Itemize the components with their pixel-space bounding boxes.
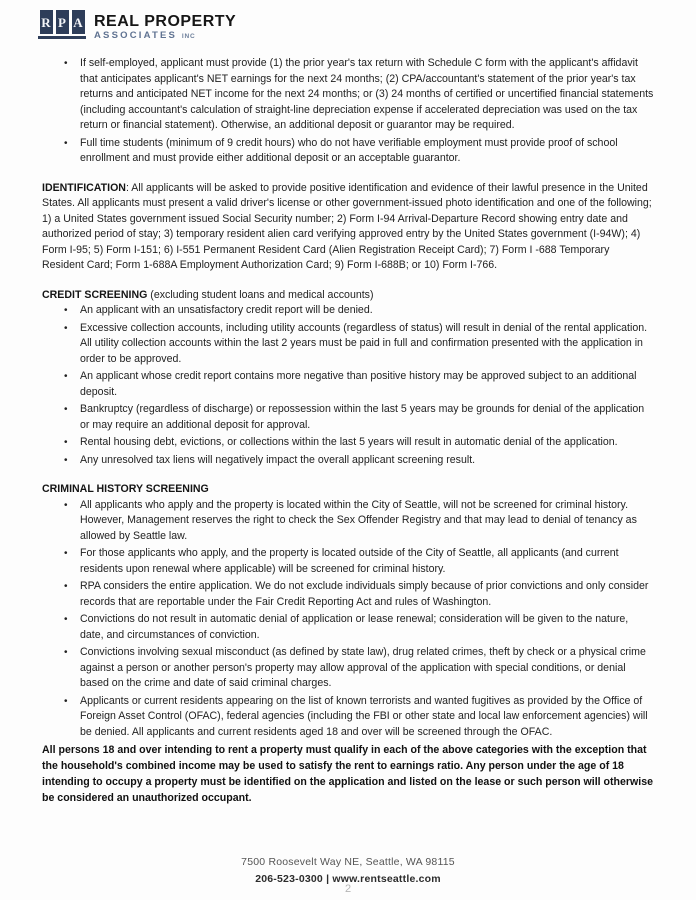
company-name: REAL PROPERTY <box>94 13 237 30</box>
page-number: 2 <box>344 883 352 895</box>
company-subname-suffix: INC <box>181 33 196 40</box>
credit-screening-heading-line <box>42 288 654 304</box>
qualification-closing-paragraph: All persons 18 and over intending to rent a property must qualify in each of the above categories with the exception that the household's combined income may be used to satisfy the rent to earnings ratio. Any person under the age of 18 intending to occupy a property must be identified on the application and listed on the lease or such person will otherwise be considered an unauthorized occupant. <box>42 744 653 804</box>
header <box>0 0 696 42</box>
criminal-history-list <box>42 498 654 741</box>
identification-section <box>42 181 654 274</box>
footer-address: 7500 Roosevelt Way NE, Seattle, WA 98115 <box>241 856 455 868</box>
document-content <box>0 42 696 806</box>
list-item: • All applicants who apply and the property is located within the City of Seattle, will not be screened for criminal history. However, Management reserves the right to check the Sex Offender Registry and that may lead to denial of tenancy as allowed by Seattle law. <box>64 498 654 545</box>
list-item: • Bankruptcy (regardless of discharge) or repossession within the last 5 years may be grounds for denial of the application or may require an additional deposit for approval. <box>64 402 654 433</box>
footer-contact: 206-523-0300 | www.rentseattle.com <box>255 873 441 885</box>
credit-screening-heading: CREDIT SCREENING <box>42 288 148 301</box>
credit-screening-heading-note: (excluding student loans and medical accounts) <box>147 288 374 301</box>
rpa-logo-letter-a: A <box>72 10 85 34</box>
rpa-logo-bars <box>38 10 86 34</box>
company-subname-text: ASSOCIATES <box>94 30 178 41</box>
identification-paragraph <box>42 181 654 274</box>
rpa-logo-letter-p: P <box>56 10 69 34</box>
credit-screening-section <box>42 288 654 469</box>
credit-screening-list <box>42 303 654 468</box>
list-item: • Applicants or current residents appearing on the list of known terrorists and wanted fugitives as provided by the Office of Foreign Asset Control (OFAC), federal agencies (including the FBI or other state and local law enforcement agencies) will be denied. All applicants and current residents aged 18 and over will be screened through the OFAC. <box>64 694 654 741</box>
rpa-logo-baseline <box>38 36 86 39</box>
rpa-logo-letter-r: R <box>40 10 53 34</box>
identification-body: : All applicants will be asked to provide positive identification and evidence of their lawful presence in the United States. All applicants must present a valid driver's license or other government-issued photo identification and one of the following; 1) a United States government issued Social Security number; 2) Form I-94 Arrival-Departure Record showing entry date and authorized period of stay; 3) temporary resident alien card verifying approved entry by the United States government (I-94W); 4) Form I-95; 5) Form I-151; 6) I-551 Permanent Resident Card (Alien Registration Receipt Card); 7) Form I -688 Temporary Resident Card; Form 1-688A Employment Authorization Card; 9) Form I-688B; or 10) Form I-766. <box>42 181 652 271</box>
list-item: • RPA considers the entire application. We do not exclude individuals simply because of prior convictions and only consider records that are reportable under the Fair Credit Reporting Act and rules of Washington. <box>64 579 654 610</box>
criminal-history-heading: CRIMINAL HISTORY SCREENING <box>42 483 209 495</box>
identification-heading: IDENTIFICATION <box>42 181 126 194</box>
page-footer <box>0 854 696 894</box>
criminal-history-heading-line <box>42 482 654 498</box>
list-item: • Rental housing debt, evictions, or collections within the last 5 years will result in automatic denial of the application. <box>64 435 654 451</box>
company-name-block <box>94 10 236 42</box>
list-item: • Convictions involving sexual misconduct (as defined by state law), drug related crimes, theft by check or a physical crime against a person or another person's property may allow approval of the application with special conditions, or denial based on the crime and date of said criminal charges. <box>64 645 654 692</box>
list-item: • Excessive collection accounts, including utility accounts (regardless of status) will result in denial of the rental application. All utility collection accounts within the last 2 years must be paid in full and confirmation presented with the application in order to be approved. <box>64 321 654 368</box>
employment-continuation-list <box>42 56 654 167</box>
list-item: • Any unresolved tax liens will negatively impact the overall applicant screening result. <box>64 453 654 469</box>
list-item: • An applicant whose credit report contains more negative than positive history may be approved subject to an additional deposit. <box>64 369 654 400</box>
list-item: • Full time students (minimum of 9 credit hours) who do not have verifiable employment must provide proof of school enrollment and must provide either additional deposit or an acceptable guarantor. <box>64 136 654 167</box>
list-item: • An applicant with an unsatisfactory credit report will be denied. <box>64 303 654 319</box>
rpa-logo-icon <box>38 10 86 39</box>
list-item: • If self-employed, applicant must provide (1) the prior year's tax return with Schedule C form with the applicant's affidavit that anticipates applicant's NET earnings for the next 24 months; (2) CPA/accountant's statement of the prior year's tax returns and anticipated NET income for the next 24 months; or (3) 24 months of certified or uncertified financial statements (including accountant's calculation of straight-line depreciation expense if accelerated depreciation was used on the tax return or financial statement). Otherwise, an additional deposit or guarantor may be required. <box>64 56 654 134</box>
list-item: • For those applicants who apply, and the property is located outside of the City of Seattle, all applicants (and current residents upon renewal where applicable) will be screened for criminal history. <box>64 546 654 577</box>
list-item: • Convictions do not result in automatic denial of application or lease renewal; consideration will be given to the nature, date, and circumstances of conviction. <box>64 612 654 643</box>
company-subname <box>94 30 236 42</box>
criminal-history-section <box>42 482 654 740</box>
